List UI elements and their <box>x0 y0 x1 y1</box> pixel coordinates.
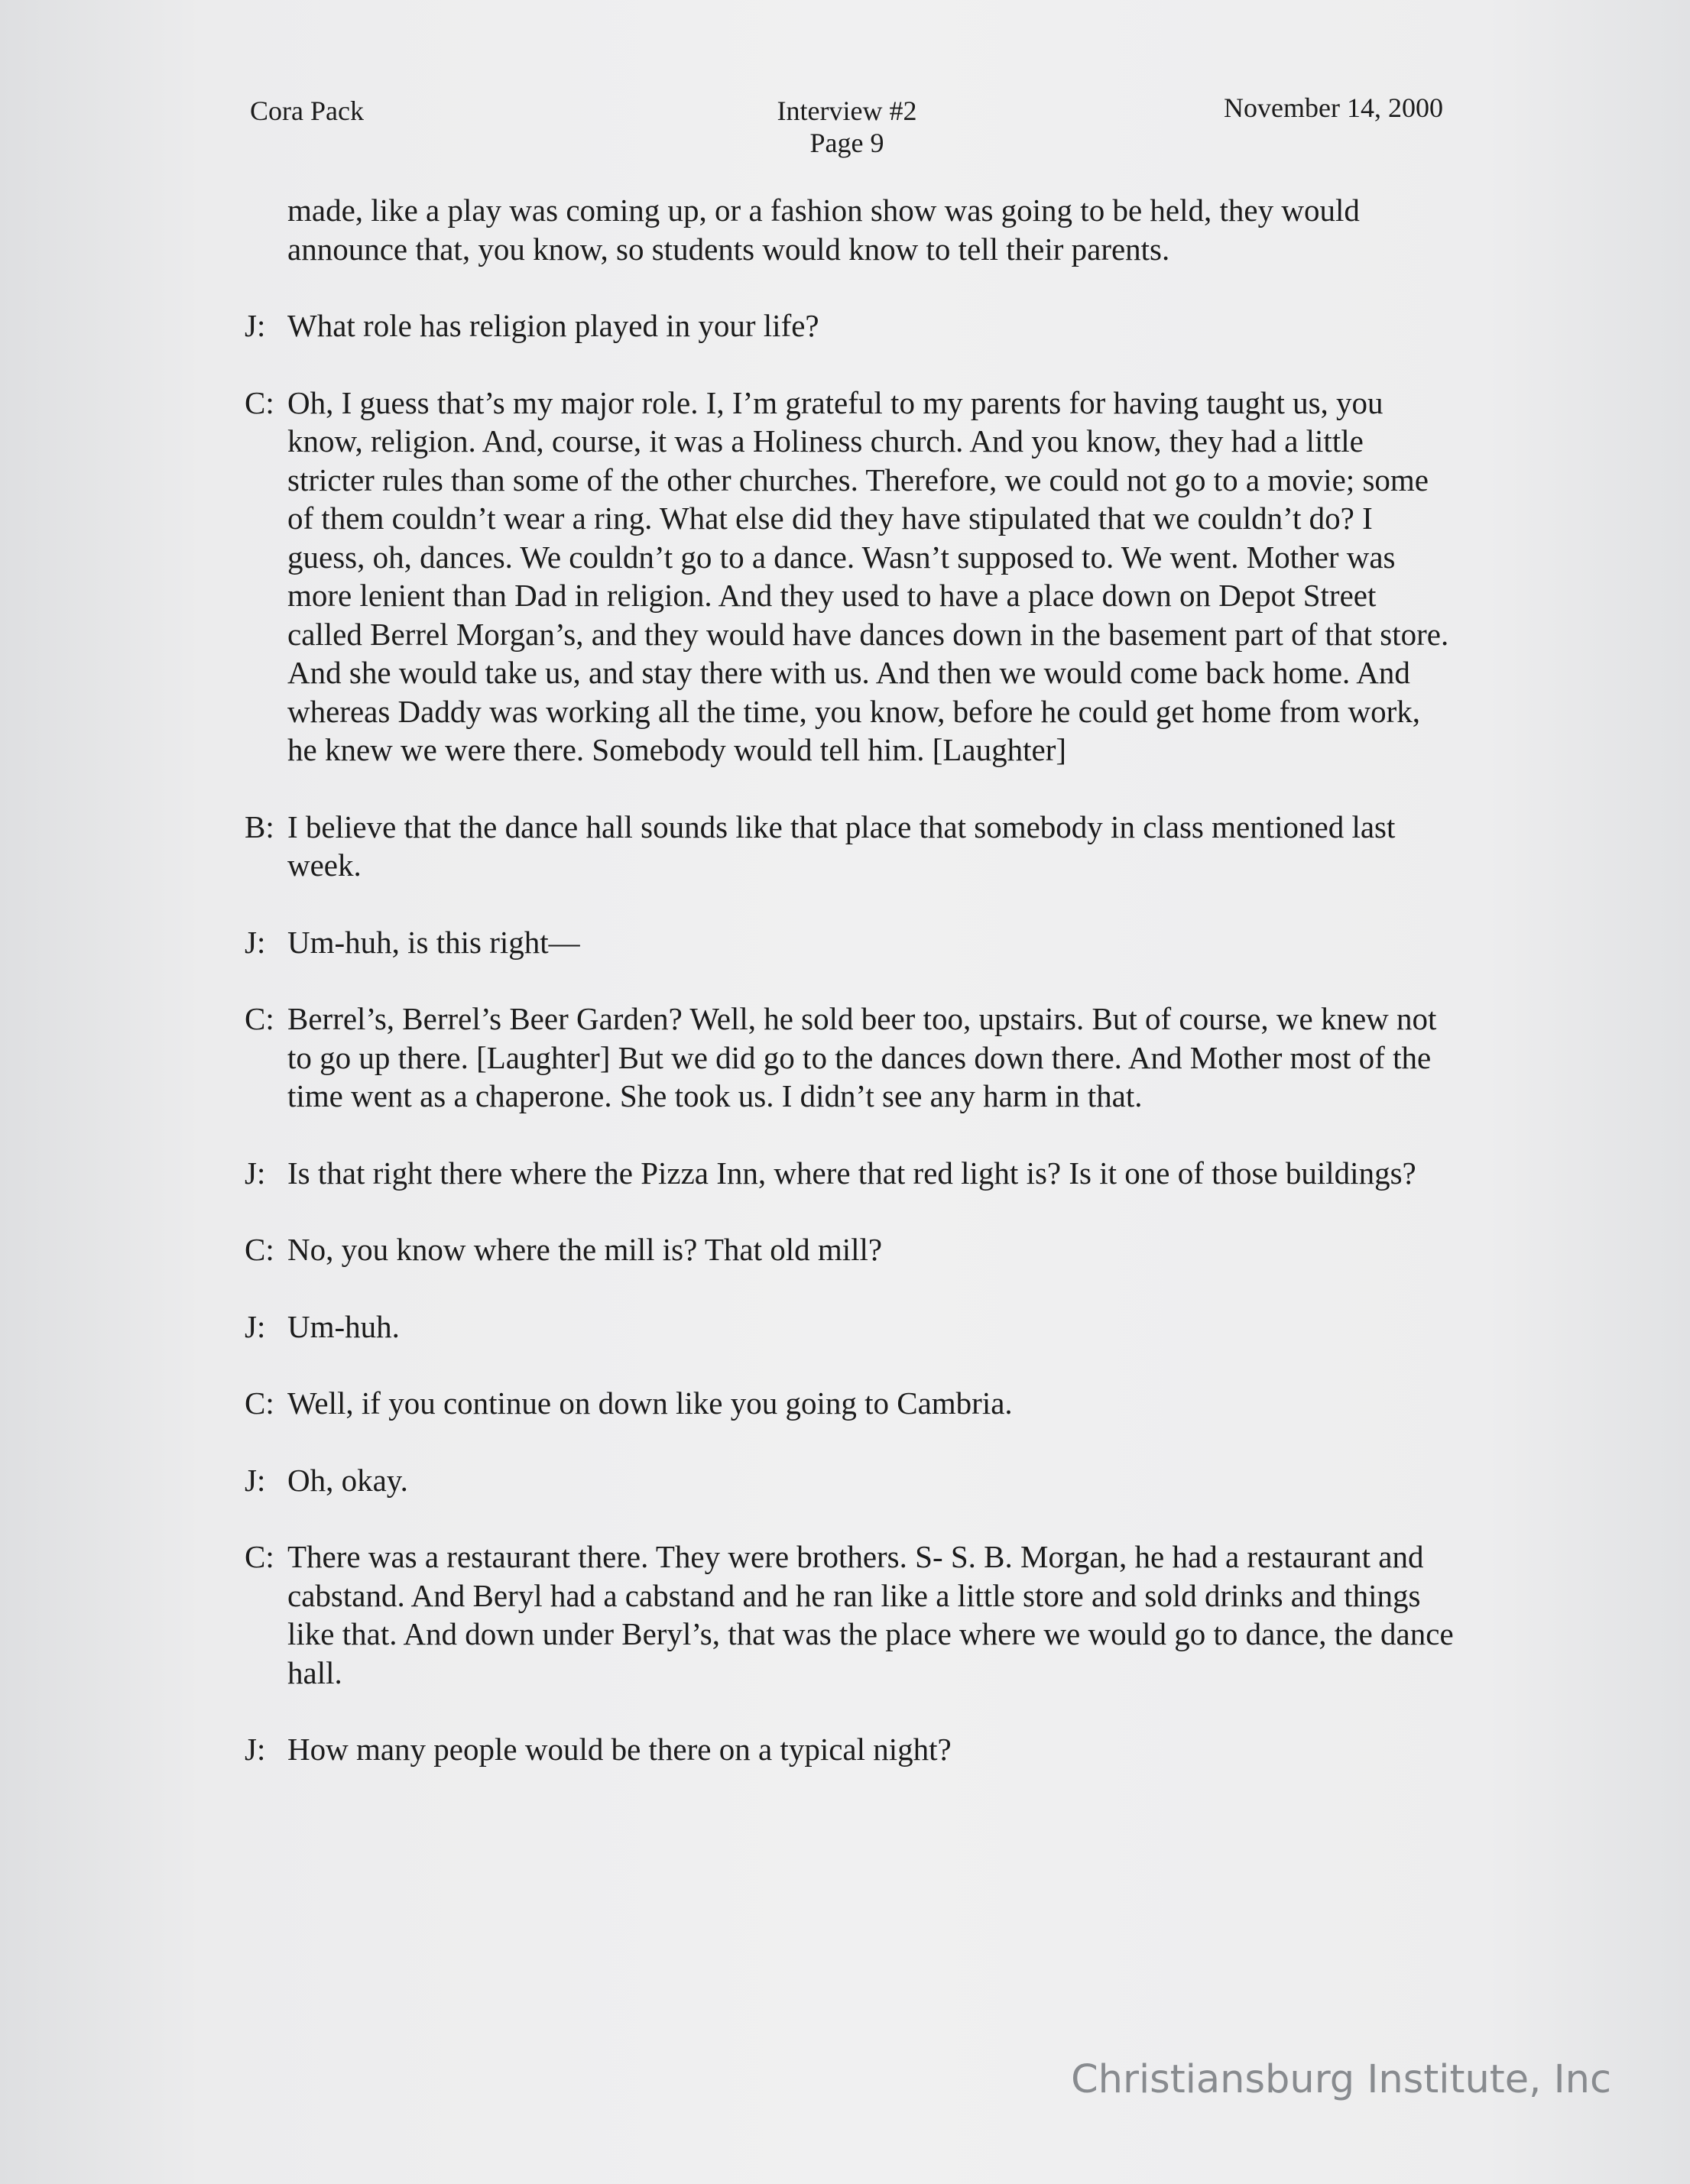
exchange-text: How many people would be there on a typical night? <box>287 1732 952 1767</box>
header-interviewee-name: Cora Pack <box>250 96 364 126</box>
exchange-paragraph <box>245 1000 1456 1116</box>
exchange-text: What role has religion played in your life? <box>287 308 819 343</box>
exchange-paragraph <box>245 1384 1456 1423</box>
exchange-paragraph <box>245 1730 1456 1769</box>
exchange-paragraph <box>245 1230 1456 1269</box>
speaker-label: C: <box>245 1232 274 1267</box>
exchange-text: Berrel’s, Berrel’s Beer Garden? Well, he sold beer too, upstairs. But of course, we knew not to go up there. [Laughter] But we did go to the dances down there. And Mother most of the time went as a chaperone. She took us. I didn’t see any harm in that. <box>287 1001 1437 1113</box>
speaker-label: J: <box>245 308 266 343</box>
exchange-paragraph <box>245 808 1456 885</box>
speaker-label: J: <box>245 1308 266 1344</box>
exchange-text: Oh, okay. <box>287 1462 408 1498</box>
exchange-text: No, you know where the mill is? That old mill? <box>287 1232 883 1267</box>
header-date: November 14, 2000 <box>1224 92 1443 123</box>
exchange-paragraph <box>245 1538 1456 1692</box>
exchange-text: Um-huh. <box>287 1308 400 1344</box>
exchange-paragraph <box>245 384 1456 770</box>
speaker-label: C: <box>245 1539 274 1574</box>
exchange-text: There was a restaurant there. They were brothers. S- S. B. Morgan, he had a restaurant and cabstand. And Beryl had a cabstand and he ran like a little store and sold drinks and things like that. And down under Beryl’s, that was the place where we would go to dance, the dance hall. <box>287 1539 1454 1690</box>
exchange-paragraph <box>245 306 1456 345</box>
speaker-label: C: <box>245 384 274 420</box>
exchange-text: Well, if you continue on down like you going to Cambria. <box>287 1385 1013 1421</box>
exchange-paragraph <box>245 1307 1456 1346</box>
speaker-label: C: <box>245 1001 274 1036</box>
exchange-text: I believe that the dance hall sounds like that place that somebody in class mentioned last week. <box>287 808 1396 883</box>
speaker-label: B: <box>245 808 274 844</box>
header-interview-number: Interview #2 <box>777 96 917 126</box>
exchange-text: Oh, I guess that’s my major role. I, I’m grateful to my parents for having taught us, you know, religion. And, course, it was a Holiness church. And you know, they had a little stricter rules than some of the other churches. Therefore, we could not go to a movie; some of them couldn’t wear a ring. What else did they have stipulated that we couldn’t do? I guess, oh, dances. We couldn’t go to a dance. Wasn’t supposed to. We went. Mother was more lenient than Dad in religion. And they used to have a place down on Depot Street called Berrel Morgan’s, and they would have dances down in the basement part of that store. And she would take us, and stay there with us. And then we would come back home. And whereas Daddy was working all the time, you know, before he could get home from work, he knew we were there. Somebody would tell him. [Laughter] <box>287 384 1449 767</box>
speaker-label: J: <box>245 1732 266 1767</box>
speaker-label: J: <box>245 1462 266 1498</box>
exchange-paragraph <box>245 1461 1456 1500</box>
transcript-body <box>245 191 1456 1807</box>
exchange-text: Um-huh, is this right— <box>287 924 580 960</box>
header-page-number: Page 9 <box>809 128 884 158</box>
continued-paragraph: made, like a play was coming up, or a fashion show was going to be held, they would announce that, you know, so students would know to tell their parents. <box>287 193 1360 267</box>
speaker-label: J: <box>245 924 266 960</box>
speaker-label: J: <box>245 1155 266 1191</box>
speaker-label: C: <box>245 1385 274 1421</box>
watermark-text: Christiansburg Institute, Inc <box>1071 2057 1611 2102</box>
exchange-text: Is that right there where the Pizza Inn, where that red light is? Is it one of those buildings? <box>287 1155 1416 1191</box>
exchange-paragraph <box>245 923 1456 962</box>
header-interview-info <box>777 95 917 159</box>
exchange-paragraph <box>245 1154 1456 1193</box>
